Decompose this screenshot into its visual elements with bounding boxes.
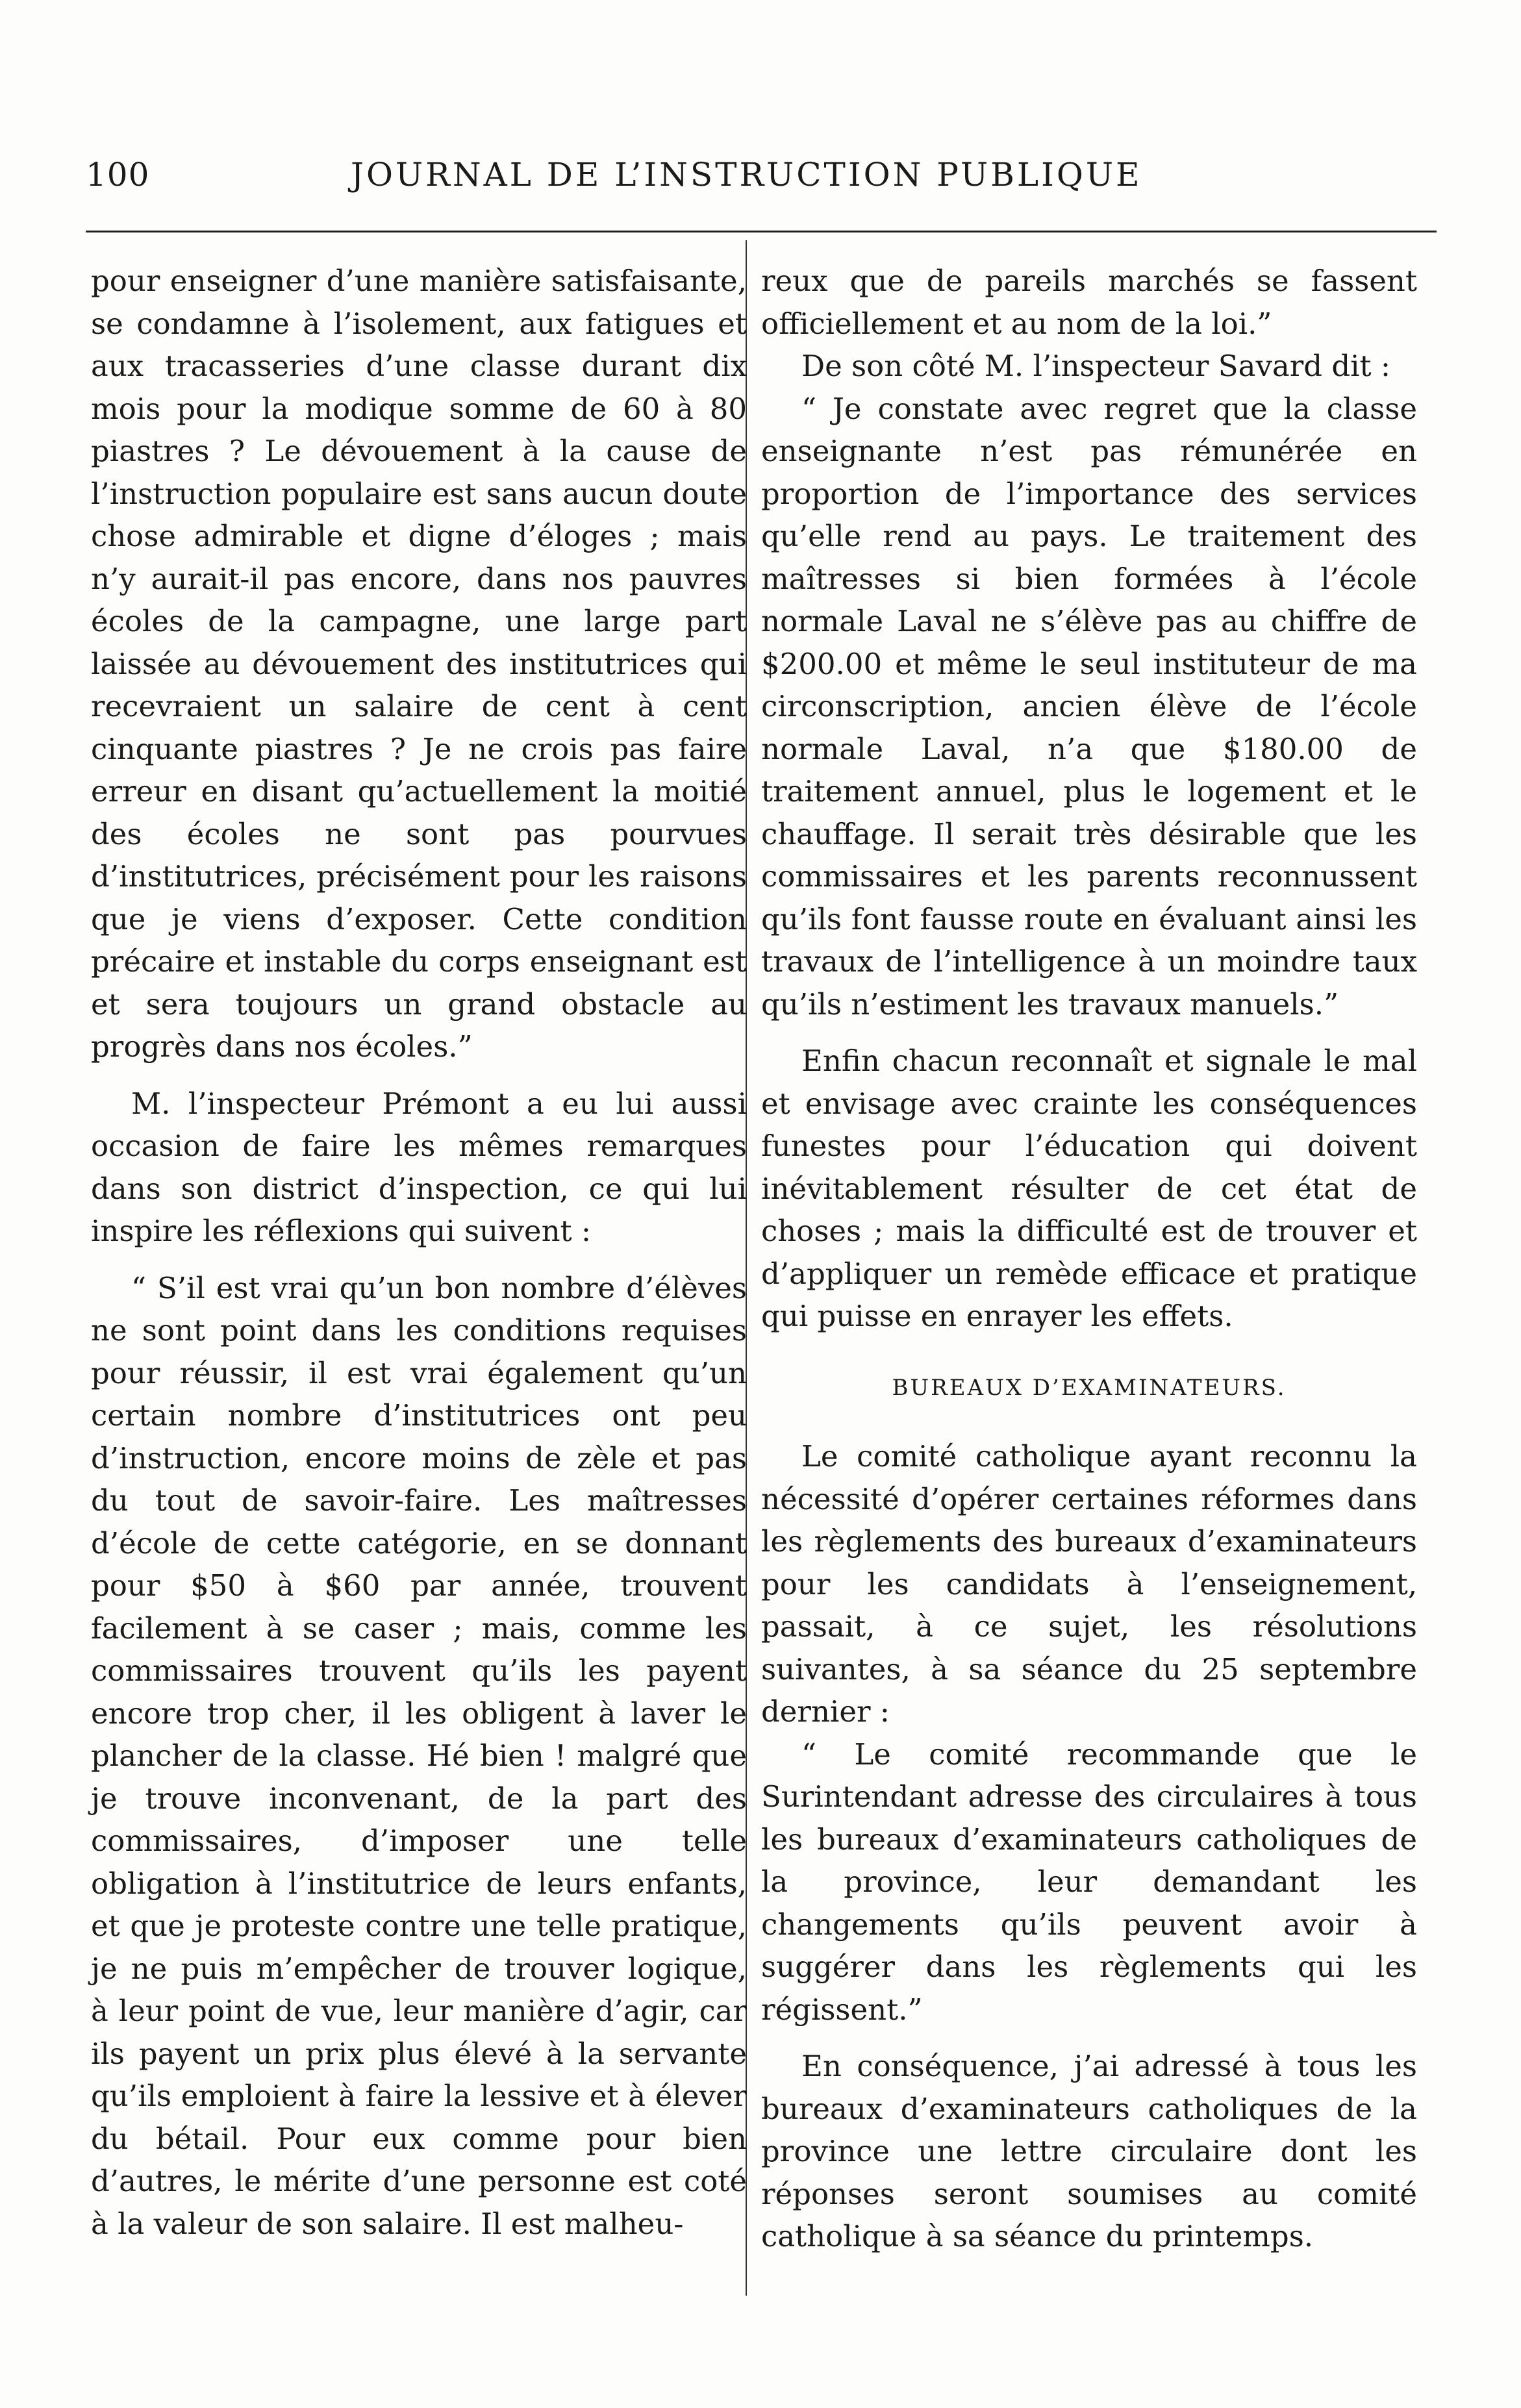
left-paragraph-3: “ S’il est vrai qu’un bon nombre d’élèves ne sont point dans les conditions requises pour réussir, il est vrai également qu’un certain nombre d’institutrices ont peu d’instruction, encore moins de zèle et pas du tout de savoir-faire. Les maîtresses d’école de cette catégorie, en se donnant pour $50 à $60 par année, trouvent facilement à se caser ; mais, comme les commissaires trouvent qu’ils les payent encore trop cher, il les obligent à laver le plancher de la classe. Hé bien ! malgré que je trouve inconvenant, de la part des commissaires, d’imposer une telle obligation à l’institutrice de leurs enfants, et que je proteste contre une telle pratique, je ne puis m’empêcher de trouver logique, à leur point de vue, leur manière d’agir, car ils payent un prix plus élevé à la servante qu’ils emploient à faire la lessive et à élever du bétail. Pour eux comme pour bien d’autres, le mérite d’une personne est coté à la valeur de son salaire. Il est malheu- (91, 1270, 747, 2241)
right-paragraph-1: reux que de pareils marchés se fassent officiellement et au nom de la loi.” (761, 264, 1417, 341)
right-paragraph-3: “ Je constate avec regret que la classe enseignante n’est pas rémunérée en proportion de l’importance des services qu’elle rend au pays. Le traitement des maîtresses si bien formées à l’école normale Laval ne s’élève pas au chiffre de $200.00 et même le seul instituteur de ma circonscription, ancien élève de l’école normale Laval, n’a que $180.00 de traitement annuel, plus le logement et le chauffage. Il serait très désirable que les commissaires et les parents reconnussent qu’ils font fausse route en évaluant ainsi les travaux de l’intelligence à un moindre taux qu’ils n’estiment les travaux manuels.” (761, 391, 1417, 1022)
left-paragraph-1: pour enseigner d’une manière satisfaisante, se condamne à l’isolement, aux fatigues et aux tracasseries d’une classe durant dix mois pour la modique somme de 60 à 80 piastres ? Le dévouement à la cause de l’instruction populaire est sans aucun doute chose admirable et digne d’éloges ; mais n’y aurait-il pas encore, dans nos pauvres écoles de la campagne, une large part laissée au dévouement des institutrices qui recevraient un salaire de cent à cent cinquante piastres ? Je ne crois pas faire erreur en disant qu’actuellement la moitié des écoles ne sont pas pourvues d’institutrices, précisément pour les raisons que je viens d’exposer. Cette condition précaire et instable du corps enseignant est et sera toujours un grand obstacle au progrès dans nos écoles.” (91, 264, 747, 1064)
page-number: 100 (86, 156, 150, 194)
right-paragraph-4: Enfin chacun reconnaît et signale le mal et envisage avec crainte les conséquences funestes pour l’éducation qui doivent inévitablement résulter de cet état de choses ; mais la difficulté est de trouver et d’appliquer un remède efficace et pratique qui puisse en enrayer les effets. (761, 1044, 1417, 1333)
left-column (91, 260, 747, 2245)
right-paragraph-2: De son côté M. l’inspecteur Savard dit : (801, 349, 1391, 383)
left-paragraph-2: M. l’inspecteur Prémont a eu lui aussi occasion de faire les mêmes remarques dans son district d’inspection, ce qui lui inspire les réflexions qui suivent : (91, 1086, 747, 1248)
running-title: JOURNAL DE L’INSTRUCTION PUBLIQUE (351, 156, 1142, 194)
header-rule (86, 231, 1437, 232)
right-paragraph-7: En conséquence, j’ai adressé à tous les bureaux d’examinateurs catholiques de la province une lettre circulaire dont les réponses seront soumises au comité catholique à sa séance du printemps. (761, 2049, 1417, 2253)
section-heading: BUREAUX D’EXAMINATEURS. (892, 1374, 1287, 1401)
right-paragraph-5: Le comité catholique ayant reconnu la nécessité d’opérer certaines réformes dans les règlements des bureaux d’examinateurs pour les candidats à l’enseignement, passait, à ce sujet, les résolutions suivantes, à sa séance du 25 septembre dernier : (761, 1439, 1417, 1729)
right-paragraph-6: “ Le comité recommande que le Surintendant adresse des circulaires à tous les bureaux d’examinateurs catholiques de la province, leur demandant les changements qu’ils peuvent avoir à suggérer dans les règlements qui les régissent.” (761, 1737, 1417, 2027)
right-column (761, 260, 1417, 2258)
